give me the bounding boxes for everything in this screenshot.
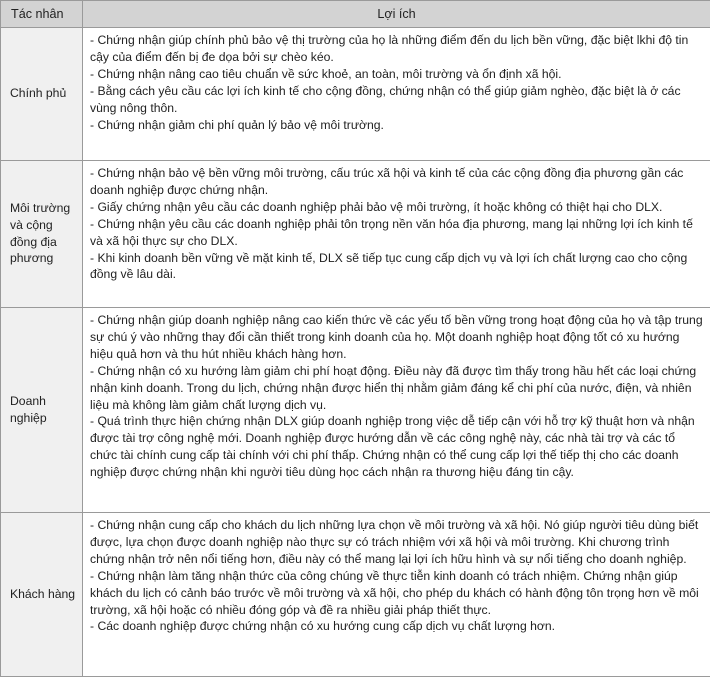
- benefit-cell: [83, 161, 710, 308]
- benefit-line: - Quá trình thực hiện chứng nhận DLX giúp doanh nghiệp trong việc dễ tiếp cận với hỗ trợ kỹ thuật hơn và nhận được tài trợ công nghệ mới. Doanh nghiệp được hướng dẫn về các công nghệ này, các nhà tài trợ và các tổ chức tài chính cung cấp tài chính với chi phí thấp. Chứng nhận có thể cung cấp lợi thế tiếp thị cho các doanh nghiệp được chứng nhận khi người tiêu dùng học cách nhận ra thương hiệu đáng tin cậy.: [90, 414, 695, 480]
- benefit-line: - Các doanh nghiệp được chứng nhận có xu hướng cung cấp dịch vụ chất lượng hơn.: [90, 619, 556, 634]
- benefit-line: - Chứng nhận làm tăng nhận thức của công chúng về thực tiễn kinh doanh có trách nhiệm. Chứng nhận giúp khách du lịch có cảnh báo trước về môi trường và xã hội, cho phép du khách có hành động tôn trọng hơn về môi trường, xã hội hoặc có nhiều đóng góp và đề ra nhiều giải pháp thiết thực.: [90, 568, 699, 617]
- benefit-line: - Chứng nhận bảo vệ bền vững môi trường, cấu trúc xã hội và kinh tế của các cộng đồng địa phương gần các doanh nghiệp được chứng nhận.: [90, 166, 684, 197]
- benefit-line: - Chứng nhận giúp chính phủ bảo vệ thị trường của họ là những điểm đến du lịch bền vững, đặc biệt lkhi độ tin cậy của điểm đến bị đe dọa bởi sự chèo kéo.: [90, 33, 689, 64]
- benefit-cell: [83, 28, 710, 161]
- actor-label: Doanh nghiệp: [10, 393, 47, 425]
- actor-cell: [1, 28, 83, 161]
- header-benefit: Lợi ích: [83, 1, 710, 28]
- benefit-line: - Chứng nhận có xu hướng làm giảm chi phí hoạt động. Điều này đã được tìm thấy trong hầu hết các loại chứng nhận kinh doanh. Trong du lịch, chứng nhận được hiển thị nhằm giảm đáng kể chi phí của nước, điện, và nhiên liệu mà không làm giảm chất lượng dịch vụ.: [90, 363, 697, 412]
- benefit-line: - Bằng cách yêu cầu các lợi ích kinh tế cho cộng đồng, chứng nhận có thể giúp giảm nghèo, đặc biệt là ở các vùng nông thôn.: [90, 83, 681, 115]
- benefit-line: - Khi kinh doanh bền vững về mặt kinh tế, DLX sẽ tiếp tục cung cấp dịch vụ và lợi ích chất lượng cao cho cộng đồng về lâu dài.: [90, 250, 688, 282]
- actor-cell: [1, 161, 83, 308]
- table-row-environment-community: [1, 161, 710, 308]
- benefit-cell: [83, 513, 710, 677]
- table-row-government: [1, 28, 710, 161]
- actor-label: Môi trường và cộng đồng địa phương: [10, 200, 71, 266]
- benefit-line: - Chứng nhận nâng cao tiêu chuẩn về sức khoẻ, an toàn, môi trường và ổn định xã hội.: [90, 66, 562, 81]
- benefit-line: - Chứng nhận giúp doanh nghiệp nâng cao kiến thức về các yếu tố bền vững trong hoạt động của họ và tập trung sự chú ý vào những thay đổi cần thiết trong kinh doanh của họ. Một doanh nghiệp hoạt động tốt có xu hướng hiệu quả hơn và thu hút nhiều khách hàng hơn.: [90, 313, 703, 361]
- table-row-business: [1, 308, 710, 513]
- benefit-cell: [83, 308, 710, 513]
- header-row: [1, 1, 710, 28]
- benefit-line: - Chứng nhận yêu cầu các doanh nghiệp phải tôn trọng nền văn hóa địa phương, mang lại những lợi ích kinh tế và xã hội thực sự cho DLX.: [90, 216, 693, 248]
- table-row-customer: [1, 513, 710, 677]
- actor-label: Khách hàng: [10, 586, 76, 601]
- actor-cell: [1, 308, 83, 513]
- benefit-line: - Chứng nhận giảm chi phí quản lý bảo vệ môi trường.: [90, 117, 384, 132]
- benefit-line: - Chứng nhận cung cấp cho khách du lịch những lựa chọn về môi trường và xã hội. Nó giúp người tiêu dùng biết được, lựa chọn được doanh nghiệp nào thực sự có trách nhiệm với xã hội và môi trường. Khi chương trình chứng nhận trở nên nổi tiếng hơn, điều này có thể mang lại lợi ích hữu hình và sự nổi tiếng cho doanh nghiệp.: [90, 518, 699, 566]
- header-actor: Tác nhân: [1, 1, 83, 28]
- actor-label: Chính phủ: [10, 86, 67, 101]
- actor-cell: [1, 513, 83, 677]
- benefit-line: - Giấy chứng nhận yêu cầu các doanh nghiệp phải bảo vệ môi trường, ít hoặc không có thiệt hại cho DLX.: [90, 199, 663, 214]
